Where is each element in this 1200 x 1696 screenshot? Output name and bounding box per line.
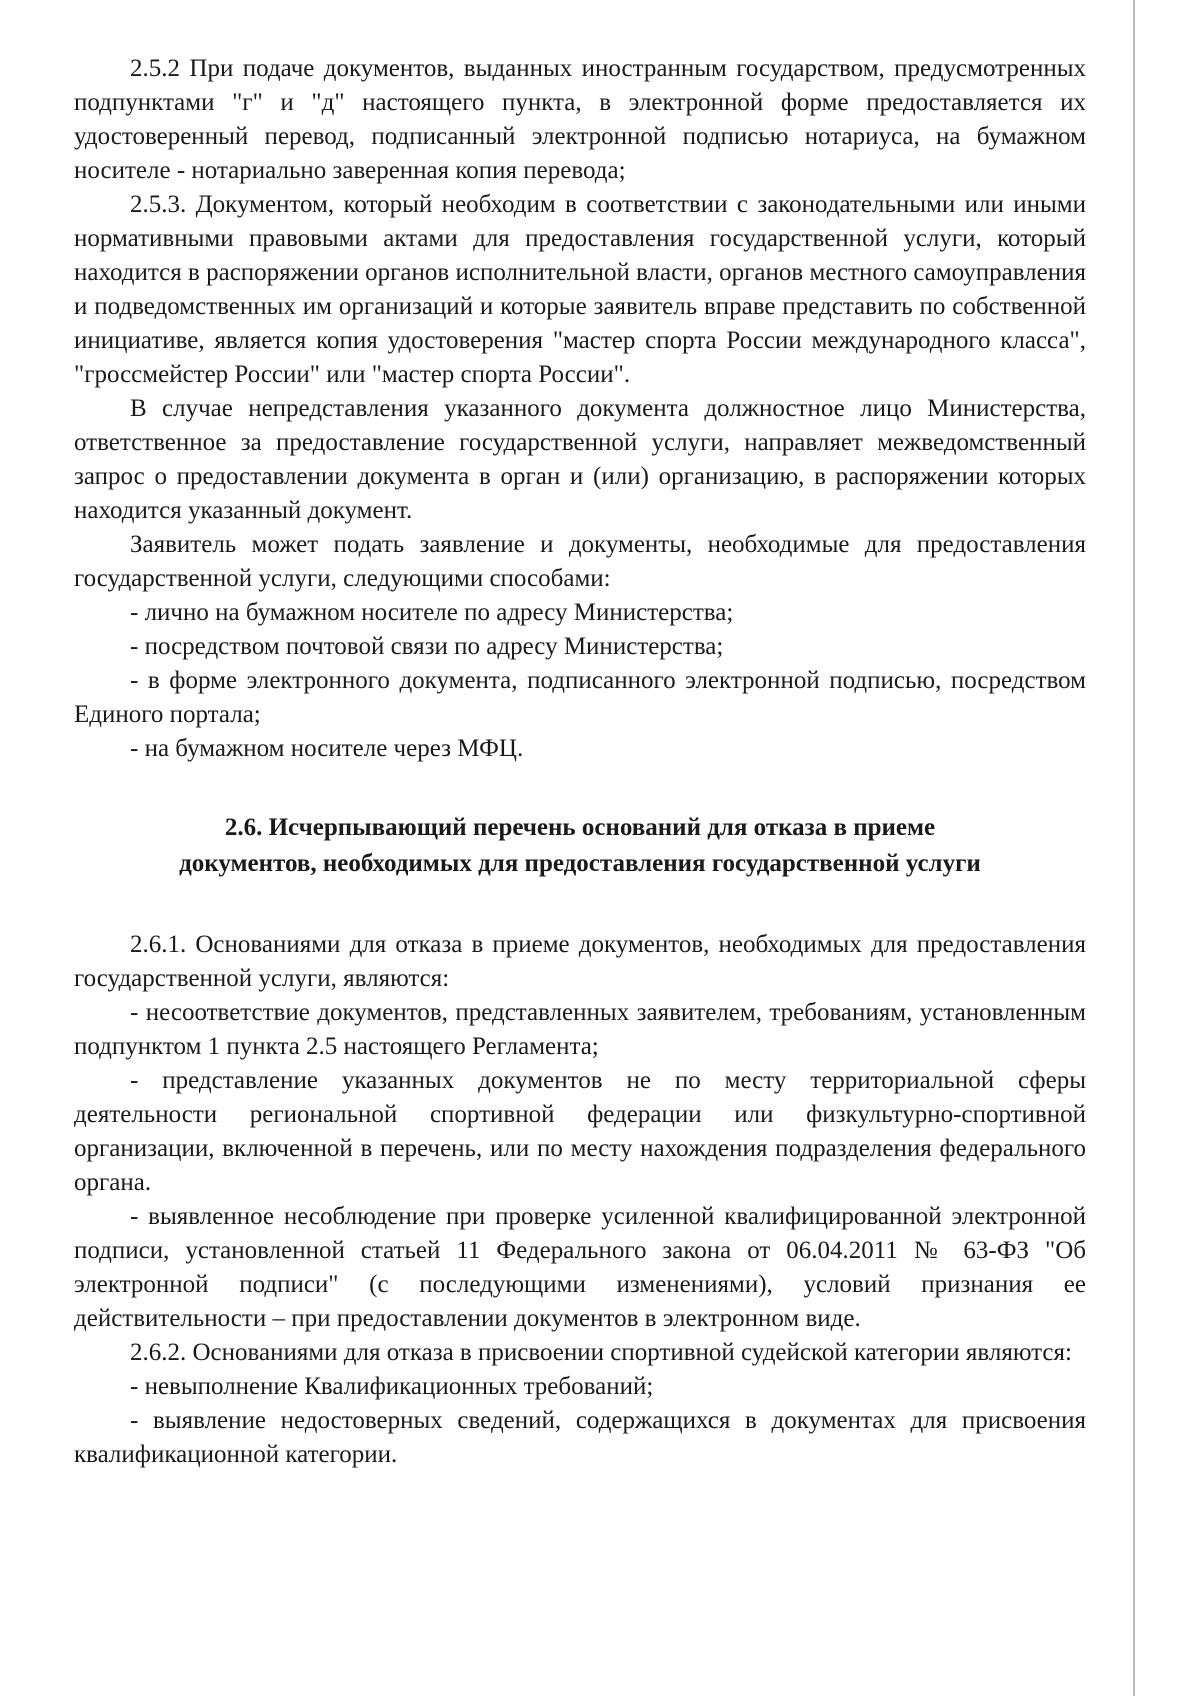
list-item-in-person: - лично на бумажном носителе по адресу Министерства; (130, 599, 734, 626)
list-item-territorial: - представление указанных документов не по месту территориальной сферы деятельности региональной спортивной федерации или физкультурно-спортивной организации, включенной в перечень, или по месту нахождения подразделения федерального органа. (74, 1067, 1086, 1196)
list-item-signature: - выявленное несоблюдение при проверке усиленной квалифицированной электронной подписи, установленной статьей 11 Федерального закона от 06.04.2011 № 63-ФЗ "Об электронной подписи" (с последующими изменениями), условий признания ее действительности – при предоставлении документов в электронном виде. (74, 1203, 1086, 1332)
list-item-mfc: - на бумажном носителе через МФЦ. (130, 735, 524, 762)
paragraph-2-5-2: 2.5.2 При подаче документов, выданных иностранным государством, предусмотренных подпунктами "г" и "д" настоящего пункта, в электронной форме предоставляется их удостоверенный перевод, подписанный электронной подписью нотариуса, на бумажном носителе - нотариально заверенная копия перевода; (74, 55, 1086, 184)
paragraph-2-6-2: 2.6.2. Основаниями для отказа в присвоении спортивной судейской категории являются: (130, 1339, 1072, 1366)
paragraph-2-5-3: 2.5.3. Документом, который необходим в соответствии с законодательными или иными нормативными правовыми актами для предоставления государственной услуги, который находится в распоряжении органов исполнительной власти, органов местного самоуправления и подведомственных им организаций и которые заявитель вправе представить по собственной инициативе, является копия удостоверения "мастер спорта России международного класса", "гроссмейстер России" или "мастер спорта России". (74, 191, 1086, 388)
list-item-nonconformity: - несоответствие документов, представленных заявителем, требованиям, установленным подпунктом 1 пункта 2.5 настоящего Регламента; (74, 999, 1086, 1060)
section-heading-line-2: документов, необходимых для предоставления государственной услуги (179, 850, 981, 877)
paragraph-nonsubmission: В случае непредставления указанного документа должностное лицо Министерства, ответственное за предоставление государственной услуги, направляет межведомственный запрос о предоставлении документа в орган и (или) организацию, в распоряжении которых находится указанный документ. (74, 395, 1086, 524)
page-edge-line (1133, 0, 1135, 1696)
section-heading-2-6 (74, 810, 1086, 882)
document-body (74, 52, 1086, 1472)
list-item-postal: - посредством почтовой связи по адресу Министерства; (130, 633, 724, 660)
paragraph-submission-methods: Заявитель может подать заявление и документы, необходимые для предоставления государственной услуги, следующими способами: (74, 531, 1086, 592)
list-item-electronic: - в форме электронного документа, подписанного электронной подписью, посредством Единого портала; (74, 667, 1086, 728)
section-heading-line-1: 2.6. Исчерпывающий перечень оснований для отказа в приеме (224, 814, 936, 841)
list-item-false-info: - выявление недостоверных сведений, содержащихся в документах для присвоения квалификационной категории. (74, 1407, 1086, 1468)
list-item-requirements: - невыполнение Квалификационных требований; (130, 1373, 654, 1400)
paragraph-2-6-1: 2.6.1. Основаниями для отказа в приеме документов, необходимых для предоставления государственной услуги, являются: (74, 931, 1086, 992)
